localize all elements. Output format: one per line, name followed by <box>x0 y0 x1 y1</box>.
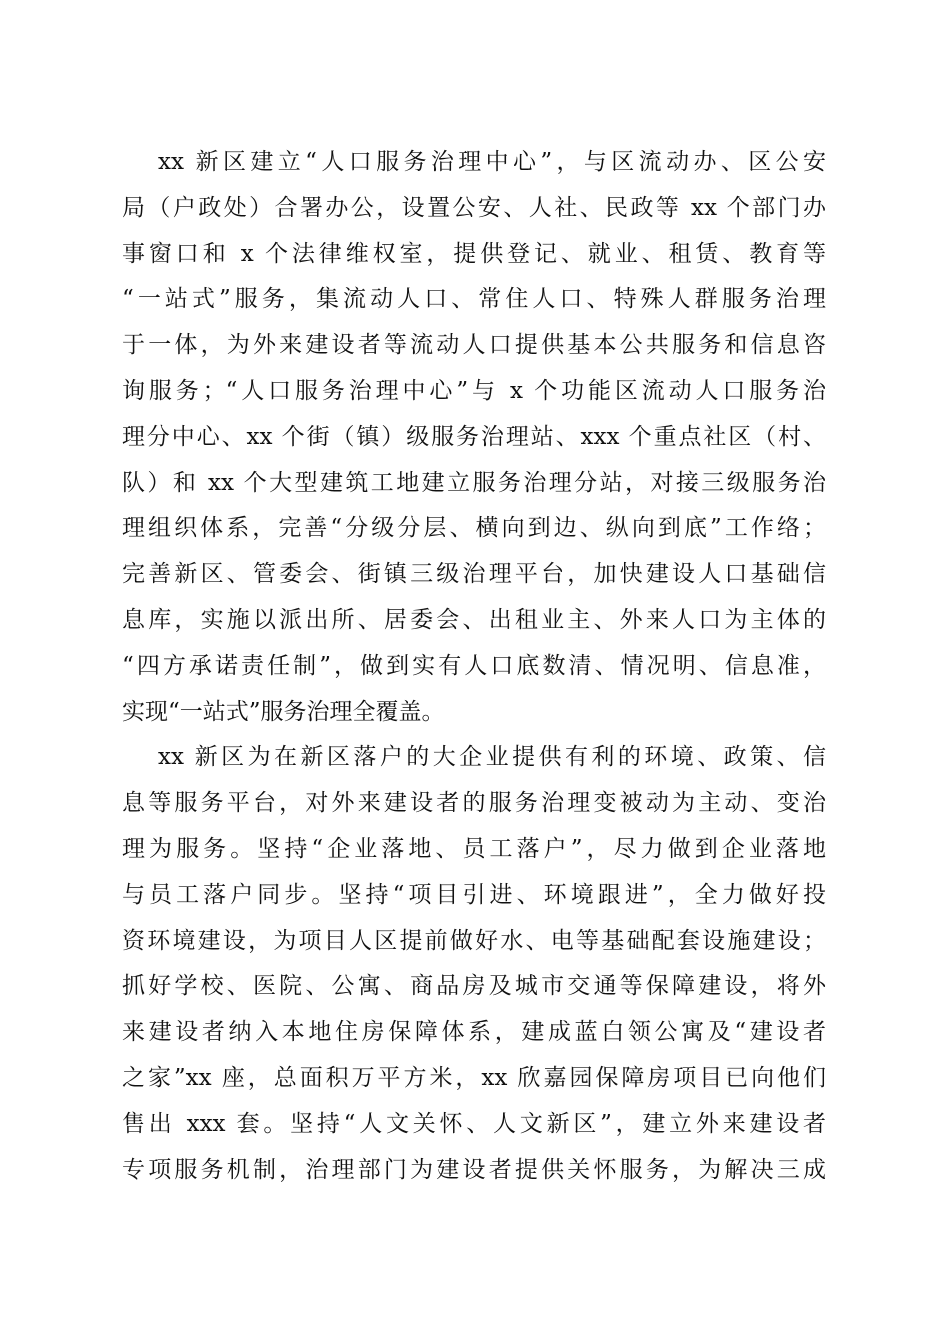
text-line: xx 新区建立“人口服务治理中心”，与区流动办、区公安 <box>158 149 826 175</box>
paragraph-2 <box>122 735 826 1193</box>
text-line: 资环境建设，为项目人区提前做好水、电等基础配套设施建设； <box>122 927 826 954</box>
text-line: 理为服务。坚持“企业落地、员工落户”，尽力做到企业落地 <box>122 835 826 862</box>
text-line: 于一体，为外来建设者等流动人口提供基本公共服务和信息咨 <box>122 332 826 359</box>
text-line: 专项服务机制，治理部门为建设者提供关怀服务，为解决三成 <box>122 1156 826 1183</box>
text-line: 售出 xxx 套。坚持“人文关怀、人文新区”，建立外来建设者 <box>122 1110 826 1137</box>
text-line: 理组织体系，完善“分级分层、横向到边、纵向到底”工作络； <box>122 515 826 542</box>
text-line: 完善新区、管委会、街镇三级治理平台，加快建设人口基础信 <box>122 561 826 588</box>
text-line: 抓好学校、医院、公寓、商品房及城市交通等保障建设，将外 <box>122 973 826 1000</box>
text-line: 息等服务平台，对外来建设者的服务治理变被动为主动、变治 <box>122 790 826 817</box>
text-line: 队）和 xx 个大型建筑工地建立服务治理分站，对接三级服务治 <box>122 469 826 496</box>
text-line: 实现“一站式”服务治理全覆盖。 <box>122 698 445 725</box>
text-line: 之家”xx 座，总面积万平方米，xx 欣嘉园保障房项目已向他们 <box>122 1064 826 1091</box>
text-line: 与员工落户同步。坚持“项目引进、环境跟进”，全力做好投 <box>122 881 826 908</box>
text-line: 询服务；“人口服务治理中心”与 x 个功能区流动人口服务治 <box>122 377 826 404</box>
text-line: xx 新区为在新区落户的大企业提供有利的环境、政策、信 <box>158 744 826 771</box>
text-line: “一站式”服务，集流动人口、常住人口、特殊人群服务治理 <box>122 286 826 313</box>
paragraph-1 <box>122 140 826 735</box>
text-line: 事窗口和 x 个法律维权室，提供登记、就业、租赁、教育等 <box>122 240 826 267</box>
document-body <box>122 140 826 1193</box>
text-line: “四方承诺责任制”，做到实有人口底数清、情况明、信息准， <box>122 652 826 679</box>
text-line: 理分中心、xx 个街（镇）级服务治理站、xxx 个重点社区（村、 <box>122 423 826 450</box>
text-line: 来建设者纳入本地住房保障体系，建成蓝白领公寓及“建设者 <box>122 1019 826 1046</box>
text-line: 局（户政处）合署办公，设置公安、人社、民政等 xx 个部门办 <box>122 194 826 221</box>
text-line: 息库，实施以派出所、居委会、出租业主、外来人口为主体的 <box>122 606 826 633</box>
